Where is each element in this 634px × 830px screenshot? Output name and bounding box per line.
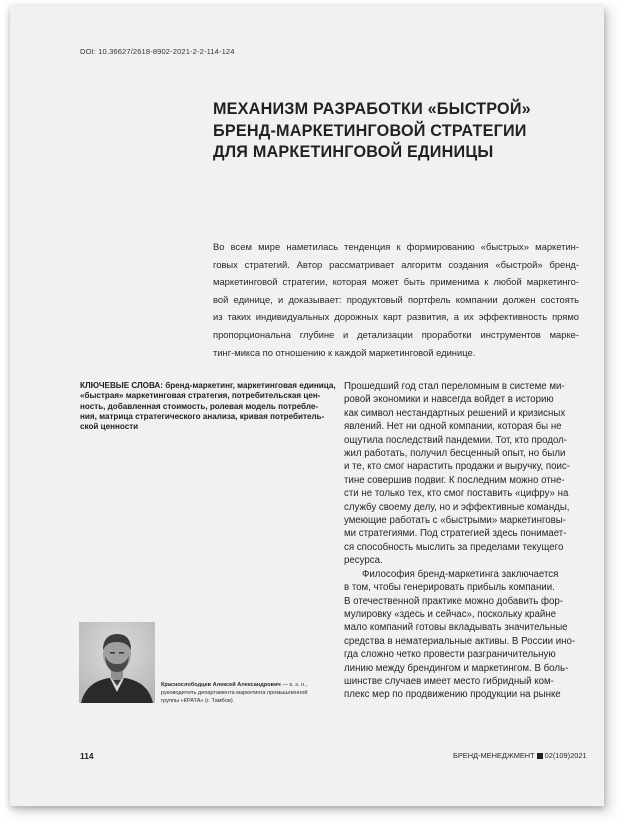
abstract-line: вой единице, и доказывает: продуктовый портфель компании должен состоять	[213, 293, 579, 305]
body-line: как символ нестандартных решений и кризисных	[344, 407, 566, 419]
body-line: ровой экономики и навсегда войдет в историю	[344, 394, 554, 406]
page-number: 114	[80, 751, 94, 761]
keywords-line: ность, добавленная стоимость, ролевая модель потребле-	[80, 401, 319, 411]
abstract-line: пропорциональна глубине и детализации проработки инструментов марке-	[213, 328, 579, 340]
author-position: руководитель департамента маркетинга промышленной	[161, 690, 308, 697]
article-title	[213, 99, 573, 164]
title-line: ДЛЯ МАРКЕТИНГОВОЙ ЕДИНИЦЫ	[213, 143, 494, 161]
doi-line: DOI: 10.36627/2618-8902-2021-2-2-114-124	[80, 47, 235, 56]
journal-name: БРЕНД-МЕНЕДЖМЕНТ	[453, 751, 535, 760]
body-line: ми стратегиями. Под стратегией здесь понимает-	[344, 528, 567, 540]
body-line: сти не только тех, кто смог поставить «цифру» на	[344, 488, 569, 500]
body-line: и те, кто смог нарастить продажи и выручку, поис-	[344, 461, 570, 473]
body-line: ся способность мыслить за пределами текущего	[344, 541, 564, 553]
body-line: плекс мер по продвижению продукции на рынке	[344, 689, 561, 701]
paper-page	[10, 6, 604, 806]
body-line: шинстве случаев имеет место гибридный ком-	[344, 675, 554, 687]
author-degree: — к. э. н.,	[280, 682, 308, 688]
abstract-line: говых стратегий. Автор рассматривает алгоритм создания «быстрой» бренд-	[213, 258, 579, 270]
body-line: мало компаний готовы вкладывать значительные	[344, 622, 568, 634]
keywords-block	[80, 381, 336, 432]
body-line: ресурса.	[344, 555, 383, 567]
keywords-line: «быстрая» маркетинговая стратегия, потребительская цен-	[80, 391, 321, 401]
body-line: мулировку «здесь и сейчас», поскольку крайне	[344, 608, 557, 620]
body-line: гда сложно четко провести разграничительную	[344, 649, 556, 661]
abstract-line: маркетинговой стратегии, которая может быть применима к любой маркетинго-	[213, 276, 579, 288]
journal-footer	[453, 751, 587, 760]
keywords-line: ния, матрица стратегического анализа, кривая потребитель-	[80, 411, 325, 421]
author-photo	[79, 622, 155, 703]
body-line: В отечественной практике можно добавить фор-	[344, 595, 564, 607]
abstract-line: Во всем мире наметилась тенденция к формированию «быстрых» маркетин-	[213, 241, 579, 252]
square-separator-icon	[537, 753, 543, 759]
abstract	[213, 238, 579, 361]
author-name: Краснослободцев Алексей Александрович	[161, 682, 281, 688]
body-line: средства в нематериальные активы. В России ино-	[344, 635, 576, 647]
author-affiliation: группы «КРАТА» (г. Тамбов)	[161, 698, 233, 705]
body-line: линию между брендингом и маркетингом. В боль-	[344, 662, 569, 674]
abstract-line: тинг-микса по отношению к каждой маркетинговой единице.	[213, 346, 476, 358]
author-caption	[161, 681, 341, 706]
body-line: жил работать, получил бесценный опыт, но были	[344, 448, 566, 460]
keywords-line: КЛЮЧЕВЫЕ СЛОВА: бренд-маркетинг, маркетинговая единица,	[80, 381, 336, 390]
abstract-line: из таких индивидуальных дорожных карт развития, а их эффективность прямо	[213, 311, 579, 323]
title-line: БРЕНД-МАРКЕТИНГОВОЙ СТРАТЕГИИ	[213, 121, 527, 140]
body-line: Философия бренд-маркетинга заключается	[362, 568, 559, 580]
body-line: службу своему делу, но и эффективные команды,	[344, 501, 570, 513]
body-line: явлений. Нет ни одной компании, которая бы не	[344, 421, 562, 433]
body-line: ощутила последствий пандемии. Тот, кто продол-	[344, 434, 568, 446]
title-line: МЕХАНИЗМ РАЗРАБОТКИ «БЫСТРОЙ»	[213, 100, 531, 118]
journal-issue: 02(109)2021	[544, 751, 587, 760]
author-portrait-image	[79, 622, 155, 703]
keywords-line: ской ценности	[80, 422, 139, 432]
body-line: Прошедший год стал переломным в системе ми-	[344, 381, 565, 392]
body-line: в том, чтобы генерировать прибыль компании.	[344, 582, 555, 594]
body-line: тине совершив подвиг. К последним можно отне-	[344, 474, 565, 486]
body-text-column	[344, 380, 600, 702]
body-line: умеющие работать с «быстрыми» маркетинговы-	[344, 515, 566, 527]
